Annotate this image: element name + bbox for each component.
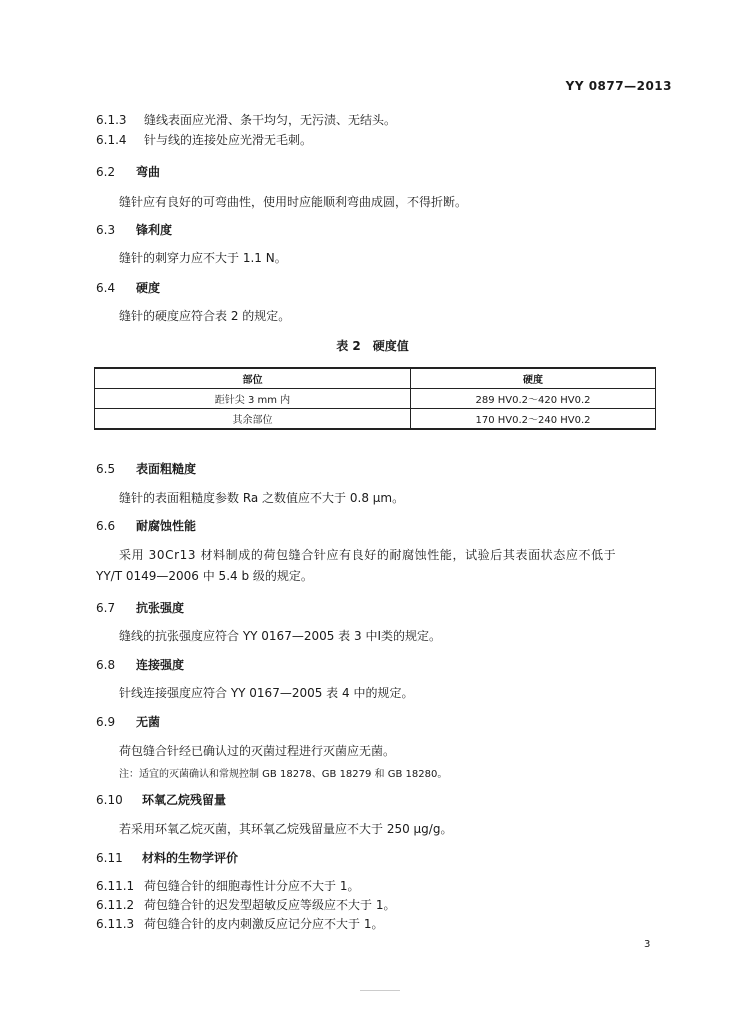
section-title: 耐腐蚀性能	[136, 519, 197, 533]
clause-6-11-3	[96, 915, 383, 932]
clause-number: 6.11.2	[96, 898, 135, 912]
section-number: 6.5	[96, 462, 116, 476]
section-number: 6.3	[96, 223, 116, 237]
section-number: 6.2	[96, 165, 116, 179]
section-body-6-2: 缝针应有良好的可弯曲性，使用时应能顺利弯曲成圆，不得折断。	[119, 195, 468, 209]
section-number: 6.6	[96, 519, 116, 533]
section-heading-6-9	[96, 713, 160, 730]
section-number: 6.9	[96, 715, 116, 729]
footer-divider	[360, 990, 400, 991]
section-body-6-7: 缝线的抗张强度应符合 YY 0167—2005 表 3 中Ⅰ类的规定。	[119, 629, 441, 643]
section-body-6-5: 缝针的表面粗糙度参数 Ra 之数值应不大于 0.8 μm。	[119, 491, 405, 505]
section-title: 材料的生物学评价	[142, 851, 239, 865]
clause-number: 6.11.3	[96, 917, 135, 931]
document-id: YY 0877—2013	[565, 79, 672, 93]
table-header-row	[95, 368, 656, 389]
section-heading-6-5	[96, 460, 196, 477]
section-body-6-4: 缝针的硬度应符合表 2 的规定。	[119, 309, 291, 323]
clause-text: 荷包缝合针的细胞毒性计分应不大于 1。	[144, 879, 360, 893]
section-heading-6-11	[96, 849, 238, 866]
section-number: 6.11	[96, 851, 123, 865]
header-cell-position: 部位	[95, 368, 411, 389]
section-heading-6-3	[96, 221, 172, 238]
section-heading-6-8	[96, 656, 184, 673]
clause-text: 荷包缝合针的皮内刺激反应记分应不大于 1。	[144, 917, 384, 931]
section-number: 6.8	[96, 658, 116, 672]
section-title: 表面粗糙度	[136, 462, 197, 476]
table-row	[95, 389, 656, 409]
section-title: 无菌	[136, 715, 161, 729]
section-heading-6-10	[96, 791, 226, 808]
section-note-6-9: 注：适宜的灭菌确认和常规控制 GB 18278、GB 18279 和 GB 18280。	[119, 769, 448, 780]
section-heading-6-6	[96, 517, 196, 534]
clause-6-11-1	[96, 877, 359, 894]
section-number: 6.7	[96, 601, 116, 615]
table-row	[95, 409, 656, 430]
section-body-6-6-line2: YY/T 0149—2006 中 5.4 b 级的规定。	[96, 569, 313, 583]
section-body-6-8: 针线连接强度应符合 YY 0167—2005 表 4 中的规定。	[119, 686, 414, 700]
section-heading-6-7	[96, 599, 184, 616]
clause-text: 针与线的连接处应光滑无毛刺。	[144, 133, 313, 147]
clause-number: 6.1.3	[96, 113, 127, 127]
section-title: 硬度	[136, 281, 161, 295]
clause-6-1-4	[96, 131, 312, 148]
table-caption: 表 2 硬度值	[336, 339, 409, 353]
clause-6-1-3	[96, 111, 396, 128]
section-number: 6.10	[96, 793, 123, 807]
clause-number: 6.1.4	[96, 133, 127, 147]
clause-6-11-2	[96, 896, 395, 913]
hardness-table	[94, 367, 656, 430]
section-title: 连接强度	[136, 658, 185, 672]
section-body-6-3: 缝针的刺穿力应不大于 1.1 N。	[119, 251, 287, 265]
clause-number: 6.11.1	[96, 879, 135, 893]
clause-text: 荷包缝合针的迟发型超敏反应等级应不大于 1。	[144, 898, 396, 912]
table-cell: 距针尖 3 mm 内	[95, 389, 411, 409]
section-body-6-6-line1: 采用 30Cr13 材料制成的荷包缝合针应有良好的耐腐蚀性能，试验后其表面状态应不低于	[119, 548, 617, 562]
table-cell: 其余部位	[95, 409, 411, 430]
section-title: 环氧乙烷残留量	[142, 793, 227, 807]
table-cell: 170 HV0.2～240 HV0.2	[411, 409, 656, 430]
section-title: 抗张强度	[136, 601, 185, 615]
section-number: 6.4	[96, 281, 116, 295]
section-heading-6-2	[96, 163, 160, 180]
table-cell: 289 HV0.2～420 HV0.2	[411, 389, 656, 409]
clause-text: 缝线表面应光滑、条干均匀，无污渍、无结头。	[144, 113, 397, 127]
page-number: 3	[644, 939, 651, 950]
header-cell-hardness: 硬度	[411, 368, 656, 389]
section-title: 锋利度	[136, 223, 173, 237]
section-body-6-10: 若采用环氧乙烷灭菌，其环氧乙烷残留量应不大于 250 μg/g。	[119, 822, 453, 836]
section-title: 弯曲	[136, 165, 161, 179]
section-heading-6-4	[96, 279, 160, 296]
section-body-6-9: 荷包缝合针经已确认过的灭菌过程进行灭菌应无菌。	[119, 744, 396, 758]
